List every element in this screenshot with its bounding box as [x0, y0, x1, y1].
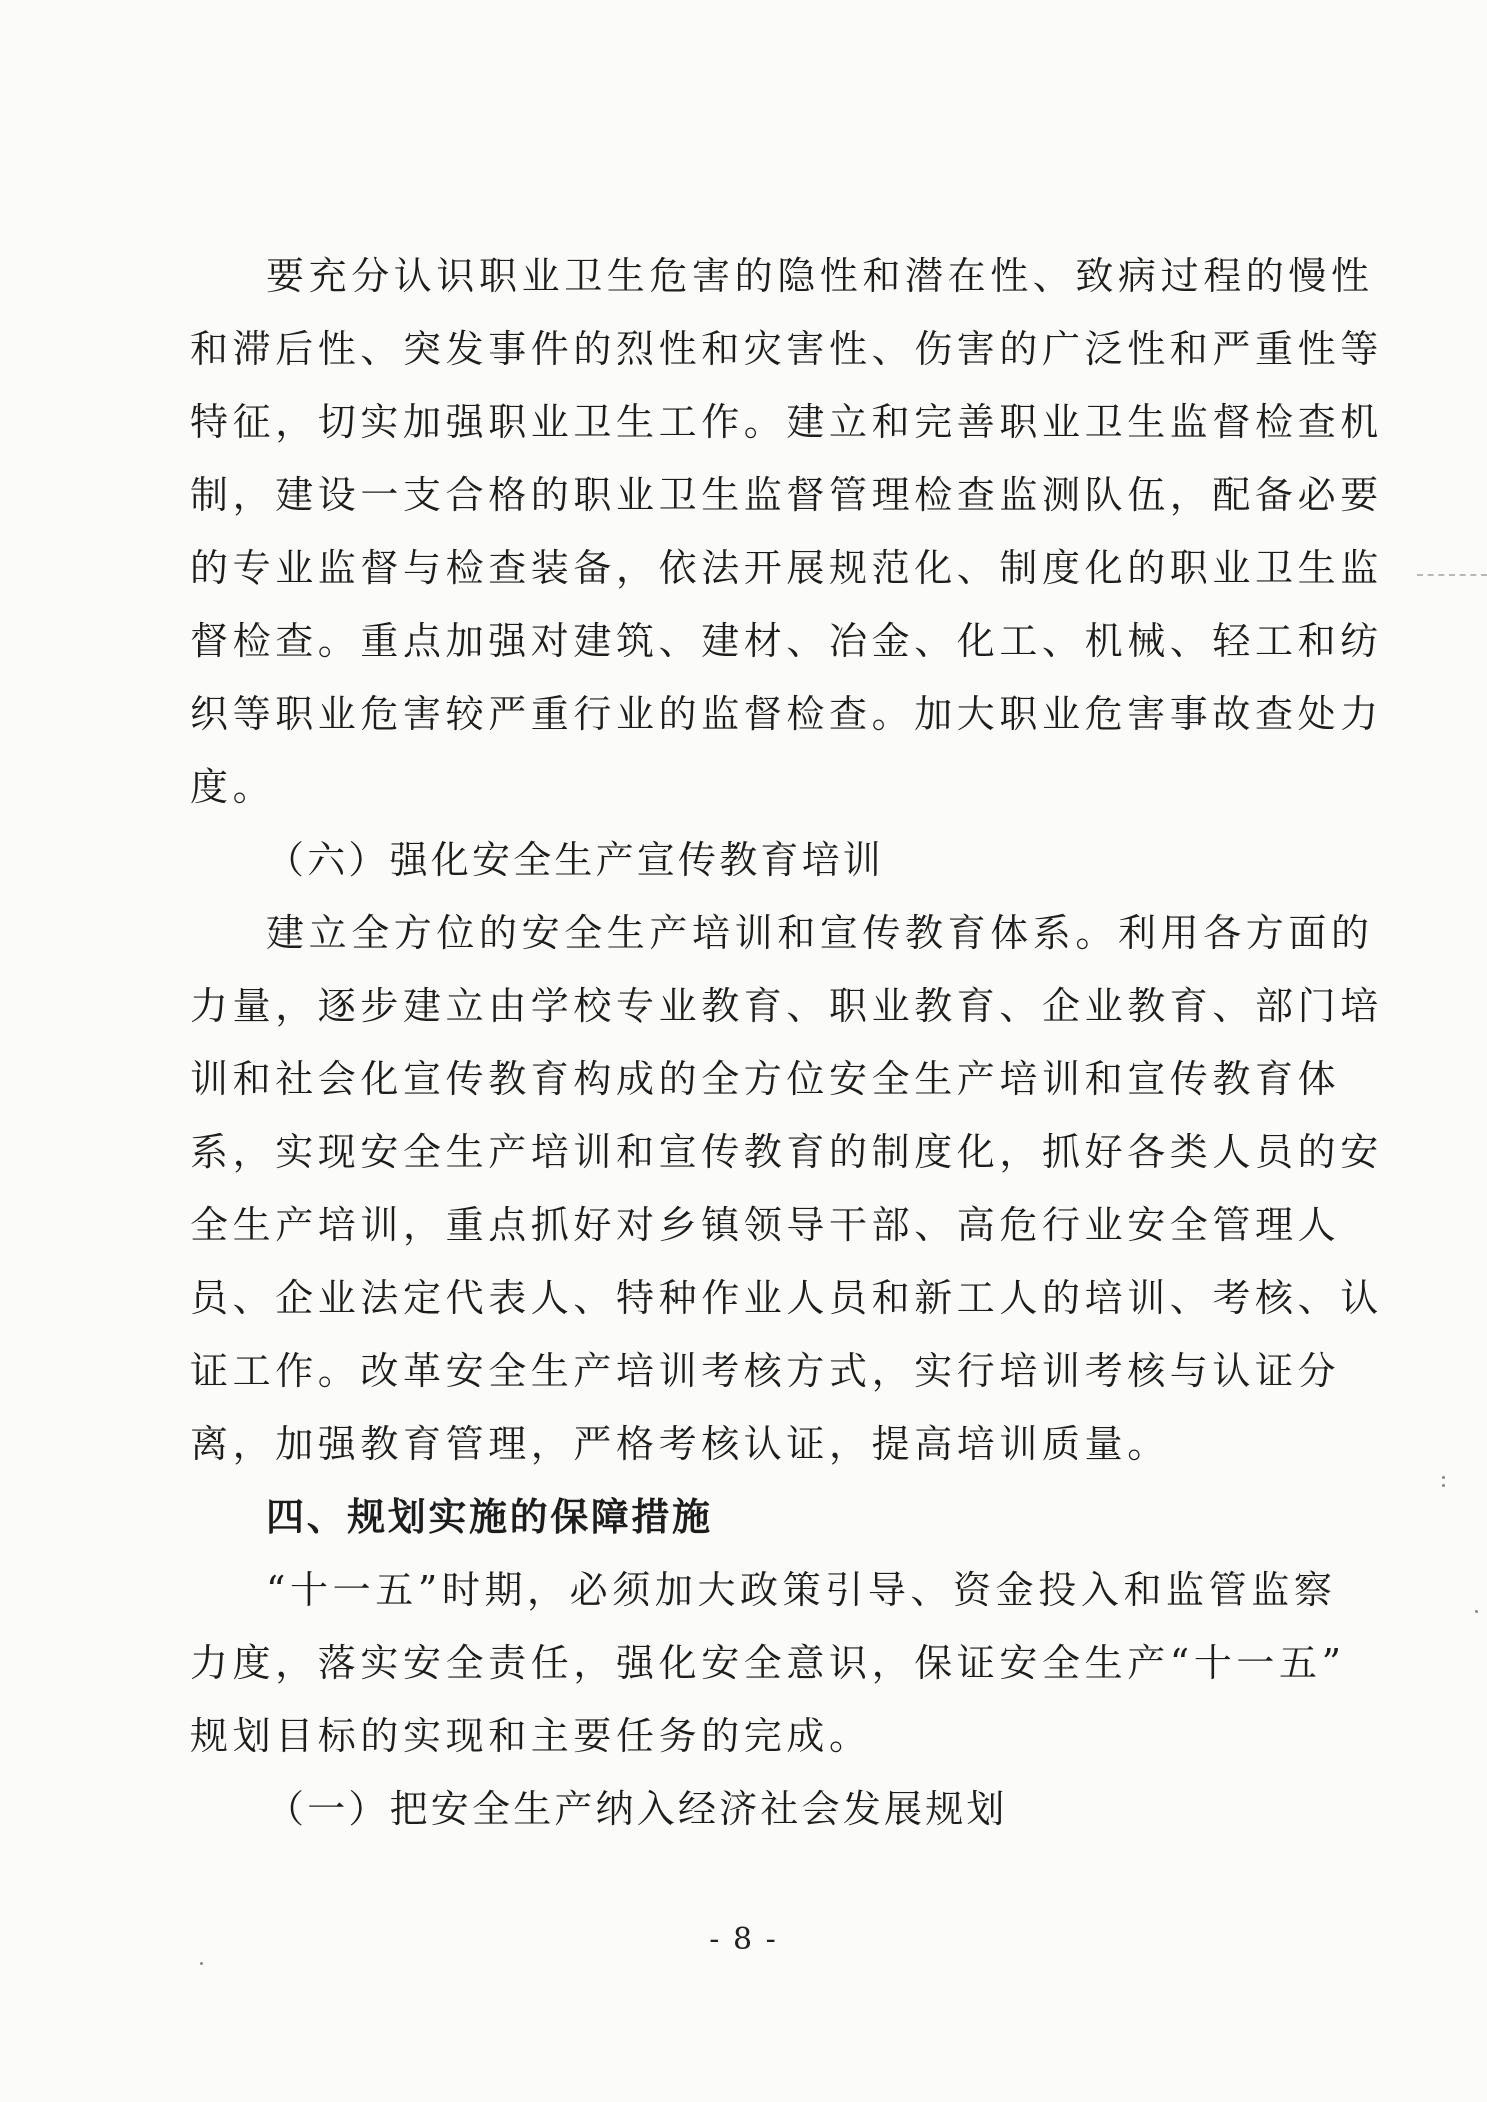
paragraph-line: 规划目标的实现和主要任务的完成。 — [190, 1714, 872, 1758]
paragraph-line: 督检查。重点加强对建筑、建材、冶金、化工、机械、轻工和纺 — [190, 619, 1383, 663]
scan-speck — [1475, 1610, 1478, 1613]
paragraph-line: 系，实现安全生产培训和宣传教育的制度化，抓好各类人员的安 — [190, 1130, 1383, 1174]
paragraph-line: 证工作。改革安全生产培训考核方式，实行培训考核与认证分 — [190, 1349, 1341, 1393]
paragraph-line: 力度，落实安全责任，强化安全意识，保证安全生产“十一五” — [190, 1641, 1346, 1685]
paragraph-line: 力量，逐步建立由学校专业教育、职业教育、企业教育、部门培 — [190, 984, 1383, 1028]
paragraph-line: 建立全方位的安全生产培训和宣传教育体系。利用各方面的 — [266, 911, 1374, 955]
paragraph-line: 全生产培训，重点抓好对乡镇领导干部、高危行业安全管理人 — [190, 1203, 1341, 1247]
scan-speck — [200, 1962, 203, 1965]
paragraph-line: “十一五”时期，必须加大政策引导、资金投入和监管监察 — [266, 1568, 1337, 1612]
paragraph-line: 织等职业危害较严重行业的监督检查。加大职业危害事故查处力 — [190, 692, 1383, 736]
scan-artifact-line — [1417, 574, 1487, 576]
paragraph-line: 度。 — [190, 765, 276, 809]
page-number: - 8 - — [709, 1922, 778, 1957]
subsection-heading: （一）把安全生产纳入经济社会发展规划 — [266, 1787, 1008, 1831]
paragraph-line: 的专业监督与检查装备，依法开展规范化、制度化的职业卫生监 — [190, 546, 1383, 590]
subsection-heading: （六）强化安全生产宣传教育培训 — [266, 838, 885, 882]
paragraph-line: 训和社会化宣传教育构成的全方位安全生产培训和宣传教育体 — [190, 1057, 1341, 1101]
paragraph-line: 要充分认识职业卫生危害的隐性和潜在性、致病过程的慢性 — [266, 254, 1374, 298]
paragraph-line: 员、企业法定代表人、特种作业人员和新工人的培训、考核、认 — [190, 1276, 1383, 1320]
paragraph-line: 和滞后性、突发事件的烈性和灾害性、伤害的广泛性和严重性等 — [190, 327, 1383, 371]
paragraph-line: 制，建设一支合格的职业卫生监督管理检查监测队伍，配备必要 — [190, 473, 1383, 517]
body-text — [190, 240, 1383, 1846]
paragraph-line: 特征，切实加强职业卫生工作。建立和完善职业卫生监督检查机 — [190, 400, 1383, 444]
paragraph-line: 离，加强教育管理，严格考核认证，提高培训质量。 — [190, 1422, 1170, 1466]
section-heading: 四、规划实施的保障措施 — [266, 1495, 713, 1539]
scan-speck — [1442, 1484, 1445, 1487]
scan-speck — [1442, 1476, 1445, 1479]
